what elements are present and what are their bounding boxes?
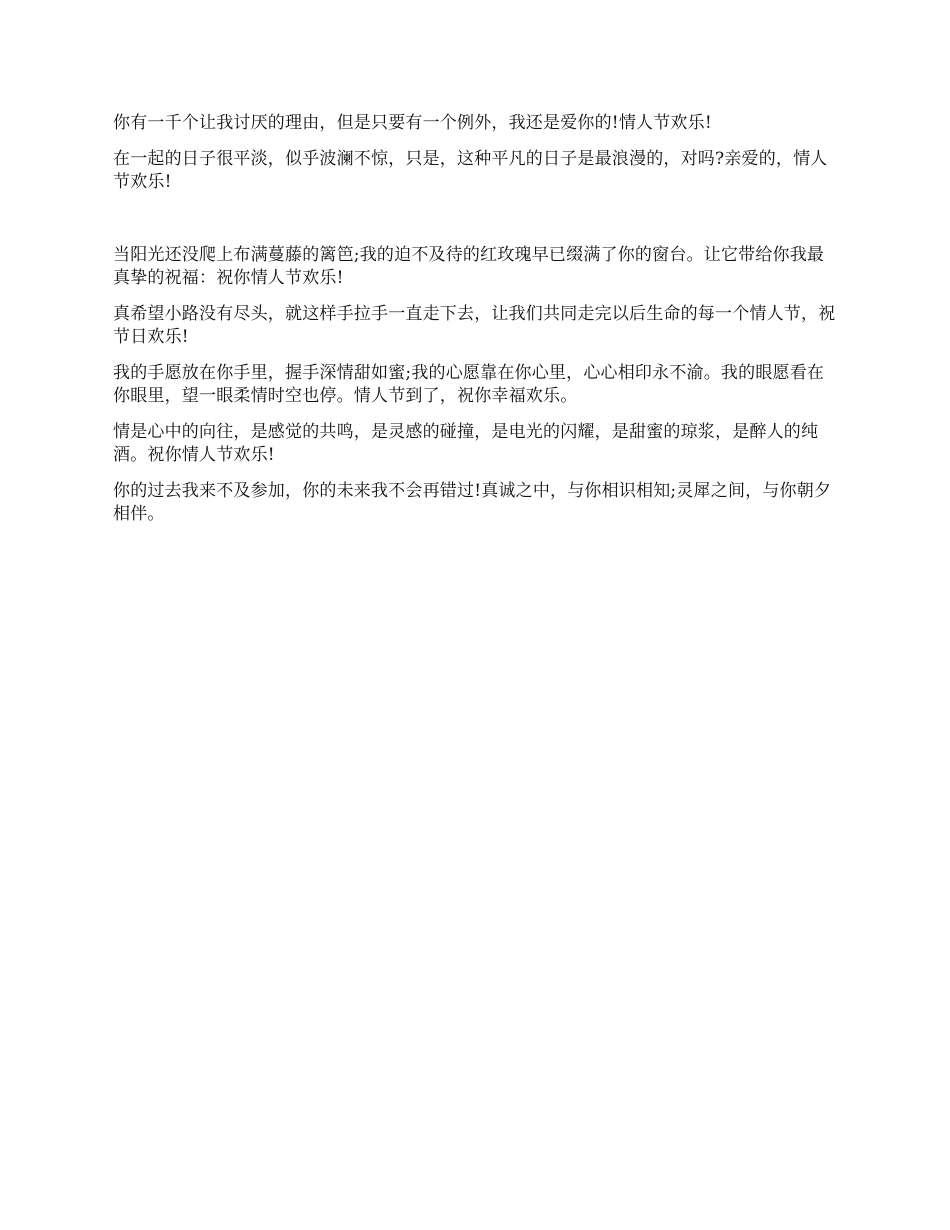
- paragraph-6: 情是心中的向往，是感觉的共鸣，是灵感的碰撞，是电光的闪耀，是甜蜜的琼浆，是醉人的纯酒。祝你情人节欢乐!: [113, 422, 819, 465]
- paragraph-7: 你的过去我来不及参加，你的未来我不会再错过!真诚之中，与你相识相知;灵犀之间，与你朝夕相伴。: [113, 481, 832, 524]
- paragraph-4: 真希望小路没有尽头，就这样手拉手一直走下去，让我们共同走完以后生命的每一个情人节，祝节日欢乐!: [113, 304, 836, 347]
- paragraph-2: 在一起的日子很平淡，似乎波澜不惊，只是，这种平凡的日子是最浪漫的，对吗?亲爱的，情人节欢乐!: [113, 149, 828, 192]
- paragraph-3: 当阳光还没爬上布满蔓藤的篱笆;我的迫不及待的红玫瑰早已缀满了你的窗台。让它带给你我最真挚的祝福：祝你情人节欢乐!: [113, 245, 825, 288]
- paragraph-1: 你有一千个让我讨厌的理由，但是只要有一个例外，我还是爱你的!情人节欢乐!: [113, 113, 712, 133]
- document-body: [113, 112, 841, 526]
- paragraph-5: 我的手愿放在你手里，握手深情甜如蜜;我的心愿靠在你心里，心心相印永不渝。我的眼愿看在你眼里，望一眼柔情时空也停。情人节到了，祝你幸福欢乐。: [113, 363, 825, 406]
